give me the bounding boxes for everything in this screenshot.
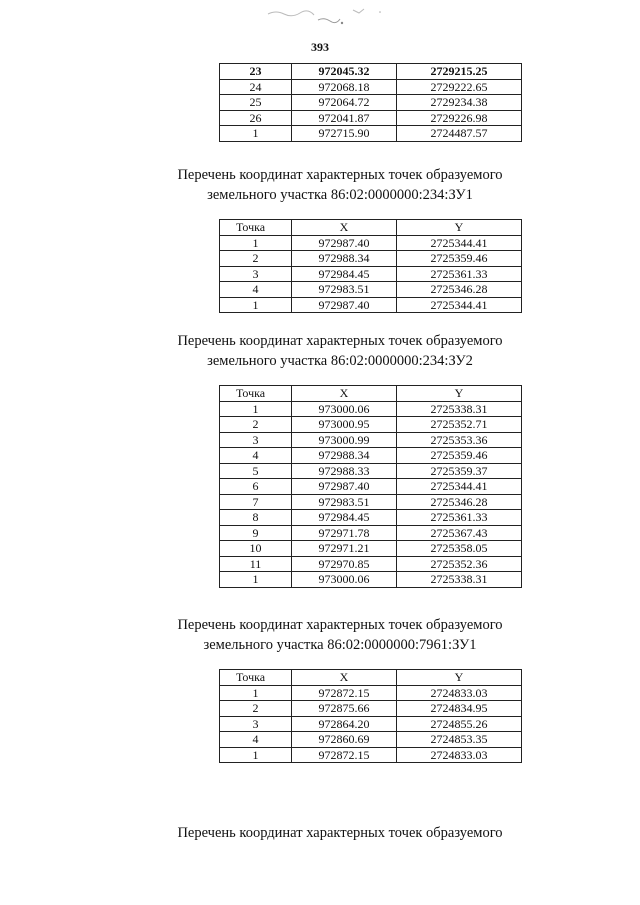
table-row [220, 448, 522, 464]
x-cell: 972987.40 [292, 297, 397, 313]
table-row [220, 110, 522, 126]
x-cell: 972971.78 [292, 525, 397, 541]
header-y: Y [397, 670, 522, 686]
table-row [220, 572, 522, 588]
y-cell: 2725352.36 [397, 556, 522, 572]
y-cell: 2725338.31 [397, 401, 522, 417]
table-header-row [220, 220, 522, 236]
coordinates-table-continued [219, 63, 522, 142]
y-cell: 2725344.41 [397, 479, 522, 495]
table-row [220, 556, 522, 572]
point-cell: 6 [220, 479, 292, 495]
table-row [220, 747, 522, 763]
table-row [220, 541, 522, 557]
point-cell: 1 [220, 126, 292, 142]
header-point: Точка [220, 220, 292, 236]
x-cell: 972875.66 [292, 701, 397, 717]
table-row [220, 494, 522, 510]
header-point: Точка [220, 386, 292, 402]
section-title-1 [0, 165, 640, 205]
y-cell: 2725359.46 [397, 448, 522, 464]
point-cell: 23 [220, 64, 292, 80]
table-row [220, 79, 522, 95]
table-row [220, 716, 522, 732]
section-title-line: Перечень координат характерных точек образуемого [177, 333, 503, 349]
point-cell: 5 [220, 463, 292, 479]
y-cell: 2725367.43 [397, 525, 522, 541]
table-row [220, 95, 522, 111]
scan-smudge-mark [258, 6, 398, 28]
y-cell: 2724834.95 [397, 701, 522, 717]
table-row [220, 282, 522, 298]
y-cell: 2725346.28 [397, 282, 522, 298]
coordinates-table-1 [219, 219, 522, 313]
x-cell: 972872.15 [292, 747, 397, 763]
y-cell: 2725358.05 [397, 541, 522, 557]
y-cell: 2729234.38 [397, 95, 522, 111]
point-cell: 26 [220, 110, 292, 126]
point-cell: 1 [220, 685, 292, 701]
y-cell: 2729215.25 [397, 64, 522, 80]
x-cell: 972988.34 [292, 448, 397, 464]
point-cell: 25 [220, 95, 292, 111]
x-cell: 972041.87 [292, 110, 397, 126]
x-cell: 972064.72 [292, 95, 397, 111]
point-cell: 8 [220, 510, 292, 526]
section-title-line: земельного участка 86:02:0000000:234:ЗУ2 [207, 353, 473, 369]
y-cell: 2724487.57 [397, 126, 522, 142]
x-cell: 972864.20 [292, 716, 397, 732]
table-row [220, 401, 522, 417]
point-cell: 3 [220, 266, 292, 282]
x-cell: 972987.40 [292, 479, 397, 495]
x-cell: 972860.69 [292, 732, 397, 748]
table-row [220, 266, 522, 282]
header-point: Точка [220, 670, 292, 686]
section-title-line: Перечень координат характерных точек образуемого [177, 825, 503, 841]
x-cell: 972984.45 [292, 266, 397, 282]
y-cell: 2725361.33 [397, 510, 522, 526]
x-cell: 972068.18 [292, 79, 397, 95]
x-cell: 972987.40 [292, 235, 397, 251]
section-title-line: земельного участка 86:02:0000000:234:ЗУ1 [207, 187, 473, 203]
x-cell: 972988.33 [292, 463, 397, 479]
x-cell: 973000.99 [292, 432, 397, 448]
x-cell: 972045.32 [292, 64, 397, 80]
header-x: X [292, 220, 397, 236]
section-title-3 [0, 615, 640, 655]
x-cell: 972970.85 [292, 556, 397, 572]
table-row [220, 525, 522, 541]
x-cell: 973000.95 [292, 417, 397, 433]
point-cell: 4 [220, 448, 292, 464]
coordinates-table-2 [219, 385, 522, 588]
point-cell: 2 [220, 701, 292, 717]
point-cell: 3 [220, 432, 292, 448]
table-row [220, 235, 522, 251]
point-cell: 4 [220, 732, 292, 748]
table-header-row [220, 670, 522, 686]
table-header-row [220, 386, 522, 402]
header-y: Y [397, 386, 522, 402]
table-row [220, 685, 522, 701]
table-row [220, 126, 522, 142]
point-cell: 1 [220, 572, 292, 588]
point-cell: 9 [220, 525, 292, 541]
point-cell: 3 [220, 716, 292, 732]
y-cell: 2724855.26 [397, 716, 522, 732]
table-row [220, 701, 522, 717]
header-x: X [292, 670, 397, 686]
header-x: X [292, 386, 397, 402]
y-cell: 2729222.65 [397, 79, 522, 95]
section-title-2 [0, 331, 640, 371]
x-cell: 973000.06 [292, 401, 397, 417]
x-cell: 972988.34 [292, 251, 397, 267]
table-row [220, 251, 522, 267]
point-cell: 2 [220, 417, 292, 433]
point-cell: 2 [220, 251, 292, 267]
x-cell: 972984.45 [292, 510, 397, 526]
x-cell: 972715.90 [292, 126, 397, 142]
coordinates-table-3 [219, 669, 522, 763]
y-cell: 2725352.71 [397, 417, 522, 433]
y-cell: 2725344.41 [397, 235, 522, 251]
point-cell: 10 [220, 541, 292, 557]
point-cell: 11 [220, 556, 292, 572]
section-title-line: Перечень координат характерных точек образуемого [177, 617, 503, 633]
table-row [220, 463, 522, 479]
table-row [220, 417, 522, 433]
y-cell: 2724833.03 [397, 747, 522, 763]
x-cell: 973000.06 [292, 572, 397, 588]
y-cell: 2729226.98 [397, 110, 522, 126]
point-cell: 4 [220, 282, 292, 298]
y-cell: 2725338.31 [397, 572, 522, 588]
table-row [220, 297, 522, 313]
y-cell: 2725346.28 [397, 494, 522, 510]
header-y: Y [397, 220, 522, 236]
table-row [220, 732, 522, 748]
table-row [220, 432, 522, 448]
y-cell: 2725359.37 [397, 463, 522, 479]
x-cell: 972971.21 [292, 541, 397, 557]
page-number: 393 [311, 40, 329, 54]
section-title-4 [0, 823, 640, 843]
y-cell: 2725361.33 [397, 266, 522, 282]
point-cell: 1 [220, 235, 292, 251]
point-cell: 1 [220, 401, 292, 417]
y-cell: 2724853.35 [397, 732, 522, 748]
x-cell: 972983.51 [292, 282, 397, 298]
table-row [220, 510, 522, 526]
y-cell: 2724833.03 [397, 685, 522, 701]
table-row [220, 64, 522, 80]
point-cell: 7 [220, 494, 292, 510]
y-cell: 2725359.46 [397, 251, 522, 267]
section-title-line: земельного участка 86:02:0000000:7961:ЗУ1 [203, 637, 477, 653]
point-cell: 1 [220, 747, 292, 763]
table-row [220, 479, 522, 495]
x-cell: 972983.51 [292, 494, 397, 510]
point-cell: 24 [220, 79, 292, 95]
section-title-line: Перечень координат характерных точек образуемого [177, 167, 503, 183]
point-cell: 1 [220, 297, 292, 313]
y-cell: 2725353.36 [397, 432, 522, 448]
x-cell: 972872.15 [292, 685, 397, 701]
y-cell: 2725344.41 [397, 297, 522, 313]
